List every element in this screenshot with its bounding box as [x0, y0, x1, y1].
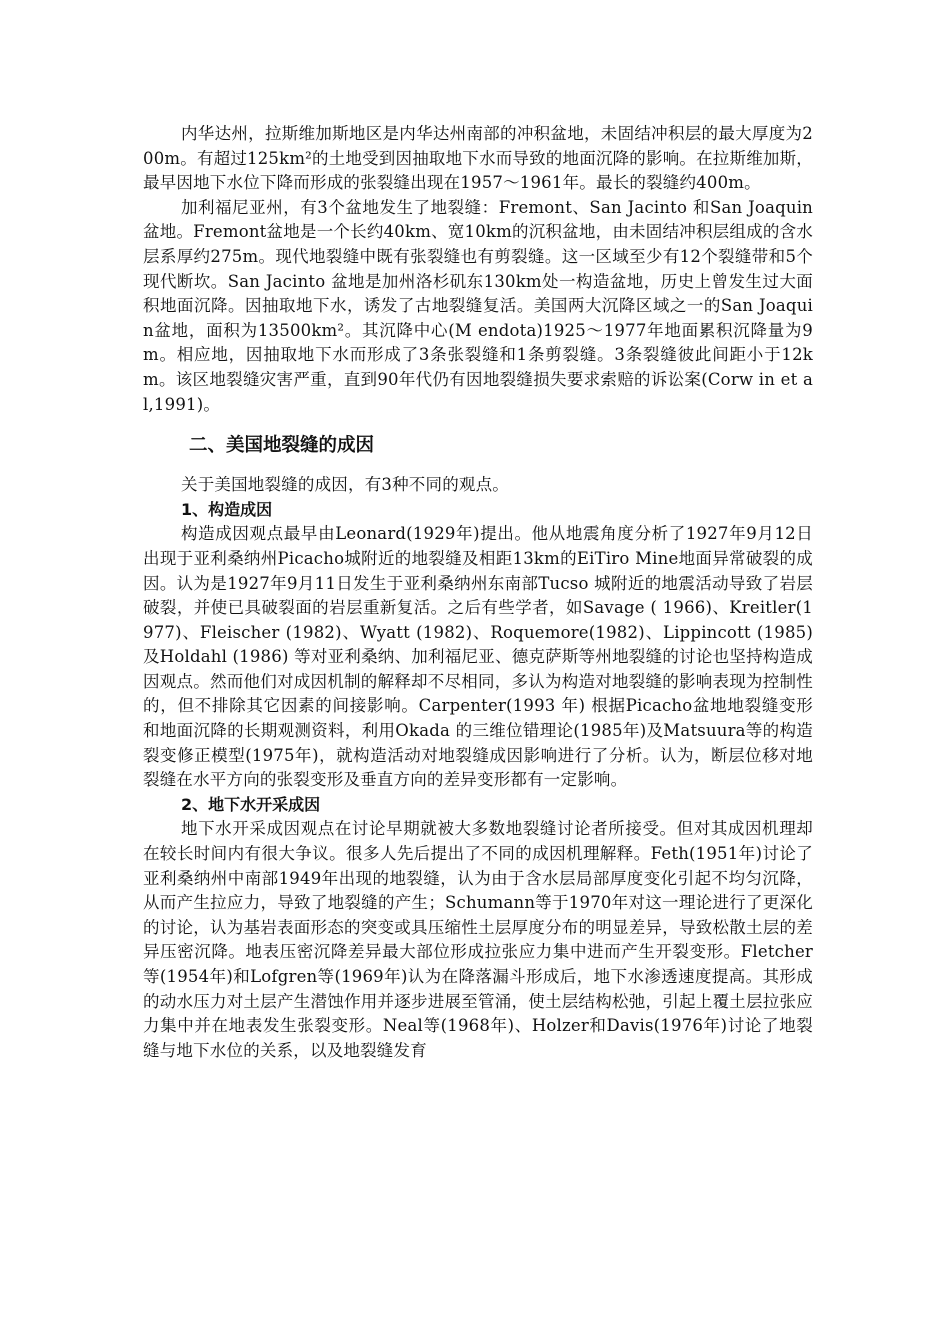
paragraph-california: 加利福尼亚州，有3个盆地发生了地裂缝：Fremont、San Jacinto 和San Joaquin 盆地。Fremont盆地是一个长约40km、宽10km的沉积盆地，由未固结冲积层组成的含水层系厚约275m。现代地裂缝中既有张裂缝也有剪裂缝。这一区域至少有12个裂缝带和5个现代断坎。San Jacinto 盆地是加州洛杉矶东130km处一构造盆地，历史上曾发生过大面积地面沉降。因抽取地下水，诱发了古地裂缝复活。美国两大沉降区域之一的San Joaquin盆地，面积为13500km²。其沉降中心(M endota)1925～1977年地面累积沉降量为9m。相应地，因抽取地下水而形成了3条张裂缝和1条剪裂缝。3条裂缝彼此间距小于12km。该区地裂缝灾害严重，直到90年代仍有因地裂缝损失要求索赔的诉讼案(Corw in et al,1991)。: [143, 197, 813, 414]
section-heading: 二、美国地裂缝的成因: [189, 435, 375, 457]
spacer: [143, 458, 813, 473]
subsection-heading-groundwater: 2、地下水开采成因: [181, 794, 321, 814]
paragraph-intro: 关于美国地裂缝的成因，有3种不同的观点。: [181, 475, 509, 495]
paragraph-groundwater: 地下水开采成因观点在讨论早期就被大多数地裂缝讨论者所接受。但对其成因机理却在较长时间内有很大争议。很多人先后提出了不同的成因机理解释。Feth(1951年)讨论了亚利桑纳州中南部1949年出现的地裂缝，认为由于含水层局部厚度变化引起不均匀沉降，从而产生拉应力，导致了地裂缝的产生；Schumann等于1970年对这一理论进行了更深化的讨论，认为基岩表面形态的突变或具压缩性土层厚度分布的明显差异，导致松散土层的差异压密沉降。地表压密沉降差异最大部位形成拉张应力集中进而产生开裂变形。Fletcher等(1954年)和Lofgren等(1969年)认为在降落漏斗形成后，地下水渗透速度提高。其形成的动水压力对土层产生潜蚀作用并逐步进展至管涌，使土层结构松弛，引起上覆土层拉张应力集中并在地表发生张裂变形。Neal等(1968年)、Holzer和Davis(1976年)讨论了地裂缝与地下水位的关系，以及地裂缝发育: [143, 819, 813, 1060]
subsection-heading-tectonic: 1、构造成因: [181, 499, 273, 519]
document-page: [143, 122, 813, 1063]
spacer: [143, 417, 813, 434]
paragraph-nevada: 内华达州，拉斯维加斯地区是内华达州南部的冲积盆地，未固结冲积层的最大厚度为200m。有超过125km²的土地受到因抽取地下水而导致的地面沉降的影响。在拉斯维加斯，最早因地下水位下降而形成的张裂缝出现在1957～1961年。最长的裂缝约400m。: [143, 124, 813, 193]
paragraph-tectonic: 构造成因观点最早由Leonard(1929年)提出。他从地震角度分析了1927年9月12日出现于亚利桑纳州Picacho城附近的地裂缝及相距13km的EiTiro Mine地面异常破裂的成因。认为是1927年9月11日发生于亚利桑纳州东南部Tucso 城附近的地震活动导致了岩层破裂，并使已具破裂面的岩层重新复活。之后有些学者，如Savage ( 1966)、Kreitler(1977)、Fleischer (1982)、Wyatt (1982)、Roquemore(1982)、Lippincott (1985) 及Holdahl (1986) 等对亚利桑纳、加利福尼亚、德克萨斯等州地裂缝的讨论也坚持构造成因观点。然而他们对成因机制的解释却不尽相同，多认为构造对地裂缝的影响表现为控制性的，但不排除其它因素的间接影响。Carpenter(1993 年) 根据Picacho盆地地裂缝变形和地面沉降的长期观测资料，利用Okada 的三维位错理论(1985年)及Matsuura等的构造裂变修正模型(1975年)，就构造活动对地裂缝成因影响进行了分析。认为，断层位移对地裂缝在水平方向的张裂变形及垂直方向的差异变形都有一定影响。: [143, 524, 813, 790]
